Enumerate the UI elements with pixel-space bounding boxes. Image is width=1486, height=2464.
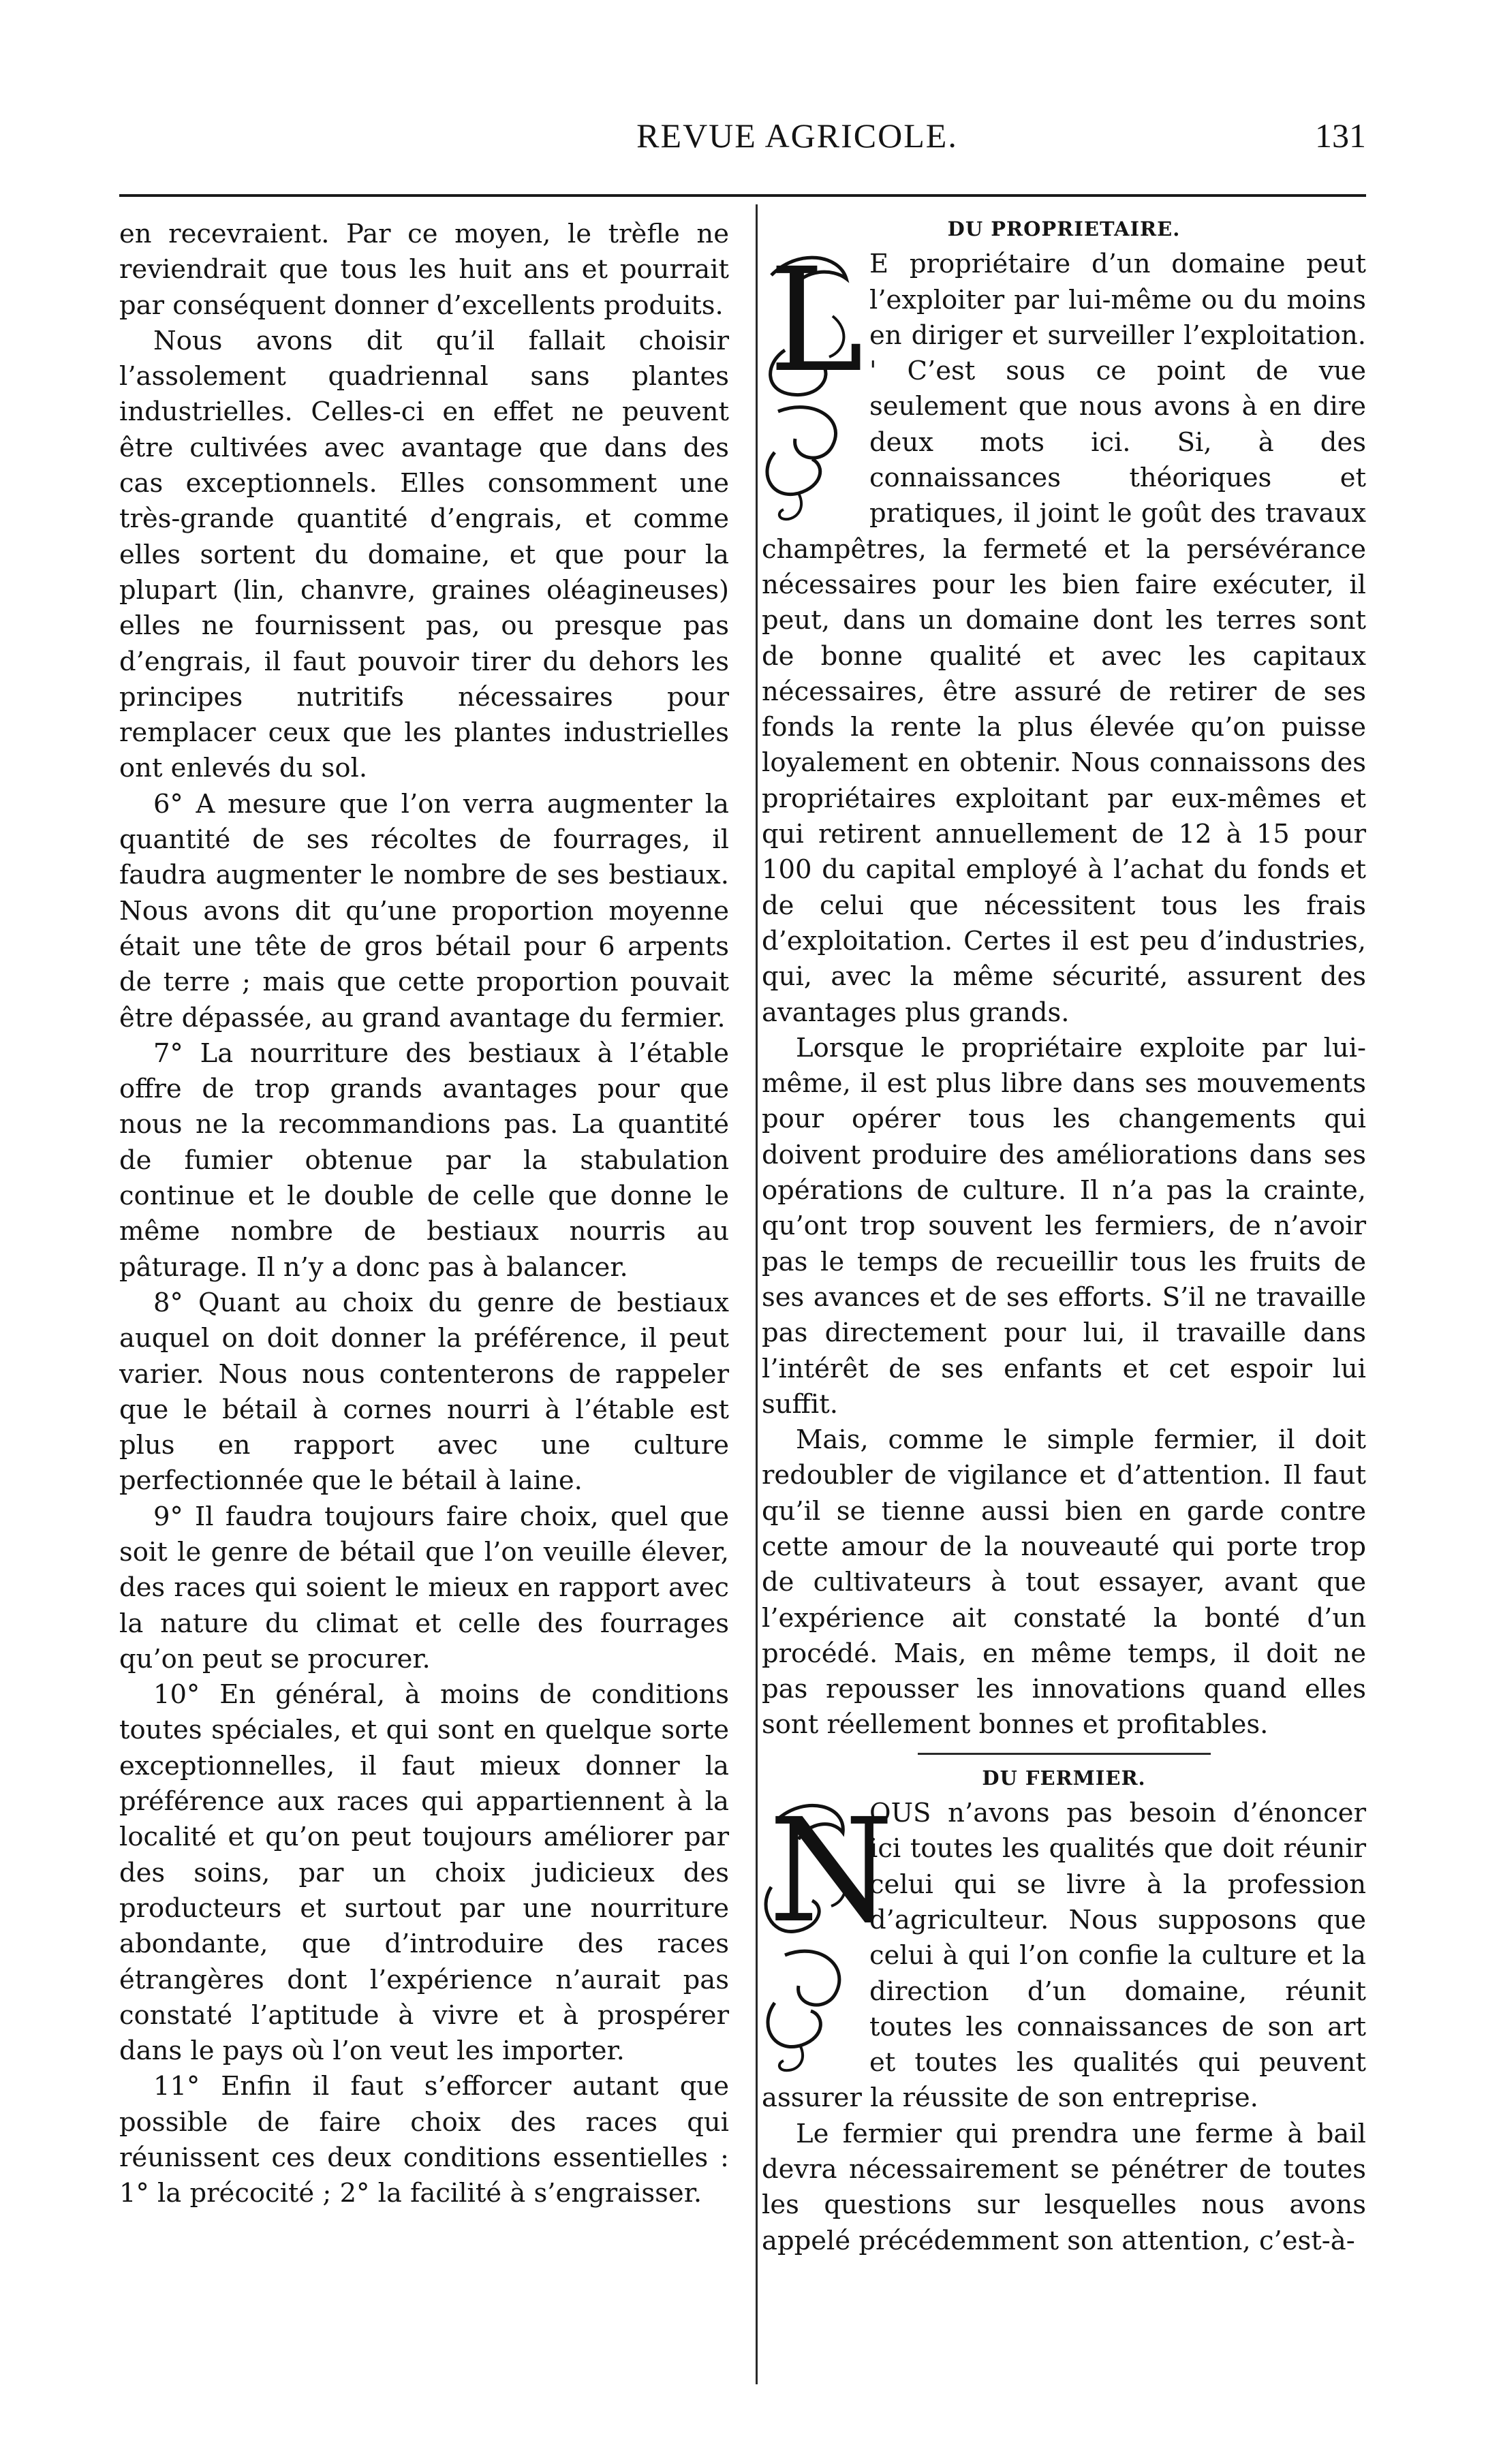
paragraph: 8° Quant au choix du genre de bestiaux auquel on doit donner la préférence, il peut varier. Nous nous contenterons de rappeler que le bétail à cornes nourri à l’étable est plus en rapport avec une culture perfectionnée que le bétail à laine. [119,1287,729,1497]
left-column [119,217,729,2212]
drop-cap-letter: L [769,237,864,405]
paragraph: Lorsque le propriétaire exploite par lui-même, il est plus libre dans ses mouvements pour opérer tous les changements qui doivent produire des améliorations dans ses opérations de culture. Il n’a pas la crainte, qu’ont trop souvent les fermiers, de n’avoir pas le temps de recueillir tous les fruits de ses avances et de ses efforts. S’il ne travaille pas directement pour lui, il travaille dans l’intérêt de ses enfants et cet espoir lui suffit. [762,1032,1366,1420]
section-title-proprietaire: DU PROPRIETAIRE. [947,217,1181,240]
page-number: 131 [1315,116,1366,155]
paragraph: Mais, comme le simple fermier, il doit redoubler de vigilance et d’attention. Il faut qu’il se tienne aussi bien en garde contre cette amour de la nouveauté qui porte trop de cultivateurs à tout essayer, avant que l’expérience ait constaté la bonté d’un procédé. Mais, en même temps, il doit ne pas repousser les innovations quand elles sont réellement bonnes et profitables. [762,1424,1366,1741]
paragraph: E propriétaire d’un domaine peut l’exploiter par lui-même ou du moins en diriger et surveiller l’exploitation. ' C’est sous ce point de vue seulement que nous avons à en dire deux mots ici. Si, à des connaissances théoriques et pratiques, il joint le goût des travaux champêtres, la fermeté et la persévérance nécessaires pour les bien faire exécuter, il peut, dans un domaine dont les terres sont de bonne qualité et avec les capitaux nécessaires, être assuré de retirer de ses fonds la rente la plus élevée qu’on puisse loyalement en obtenir. Nous connaissons des propriétaires exploitant par eux-mêmes et qui retirent annuellement de 12 à 15 pour 100 du capital employé à l’achat du fonds et de celui que nécessitent tous les frais d’exploitation. Certes il est peu d’industries, qui, avec la même sécurité, assurent des avantages plus grands. [762,249,1366,1028]
right-column [762,217,1366,2259]
paragraph: Nous avons dit qu’il fallait choisir l’assolement quadriennal sans plantes industrielles. Celles-ci en effet ne peuvent être cultivées avec avantage que dans des cas exceptionnels. Elles consomment une très-grande quantité d’engrais, et comme elles sortent du domaine, et que pour la plupart (lin, chanvre, graines oléagineuses) elles ne fournissent pas, ou presque pas d’engrais, il faut pouvoir tirer du dehors les principes nutritifs nécessaires pour remplacer ceux que les plantes industrielles ont enlevés du sol. [119,325,729,784]
drop-cap-letter: N [769,1788,894,1955]
ornamental-drop-cap [758,237,864,524]
ornamental-drop-cap [758,1788,894,2074]
paragraph: OUS n’avons pas besoin d’énoncer ici toutes les qualités que doit réunir celui qui se livre à la profession d’agriculteur. Nous supposons que celui à qui l’on confie la culture et la direction d’un domaine, réunit toutes les connaissances de son art et toutes les qualités qui peuvent assurer la réussite de son entreprise. [762,1798,1366,2114]
paragraph: en recevraient. Par ce moyen, le trèfle ne reviendrait que tous les huit ans et pourrait par conséquent donner d’excellents produits. [119,219,729,321]
paragraph: Le fermier qui prendra une ferme à bail devra nécessairement se pénétrer de toutes les questions sur lesquelles nous avons appelé précédemment son attention, c’est-à- [762,2118,1366,2256]
running-header-title: REVUE AGRICOLE. [636,116,958,155]
paragraph: 9° Il faudra toujours faire choix, quel que soit le genre de bétail que l’on veuille élever, des races qui soient le mieux en rapport avec la nature du climat et celle des fourrages qu’on peut se procurer. [119,1501,729,1674]
paragraph: 11° Enfin il faut s’efforcer autant que possible de faire choix des races qui réunissent ces deux conditions essentielles : 1° la précocité ; 2° la facilité à s’engraisser. [119,2071,729,2209]
paragraph: 10° En général, à moins de conditions toutes spéciales, et qui sont en quelque sorte exceptionnelles, il faut mieux donner la préférence aux races qui appartiennent à la localité et qu’on peut toujours améliorer par des soins, par un choix judicieux des producteurs et surtout par une nourriture abondante, que d’introduire des races étrangères dont l’expérience n’aurait pas constaté l’aptitude à vivre et à prospérer dans le pays où l’on veut les importer. [119,1679,729,2067]
section-title-fermier: DU FERMIER. [982,1766,1146,1790]
header-rule [119,194,1366,197]
paragraph: 6° A mesure que l’on verra augmenter la quantité de ses récoltes de fourrages, il faudra augmenter le nombre de ses bestiaux. Nous avons dit qu’une proportion moyenne était une tête de gros bétail pour 6 arpents de terre ; mais que cette proportion pouvait être dépassée, au grand avantage du fermier. [119,788,729,1033]
section-divider [918,1753,1211,1755]
paragraph: 7° La nourriture des bestiaux à l’étable offre de trop grands avantages pour que nous ne la recommandions pas. La quantité de fumier obtenue par la stabulation continue et le double de celle que donne le même nombre de bestiaux nourris au pâturage. Il n’y a donc pas à balancer. [119,1038,729,1283]
